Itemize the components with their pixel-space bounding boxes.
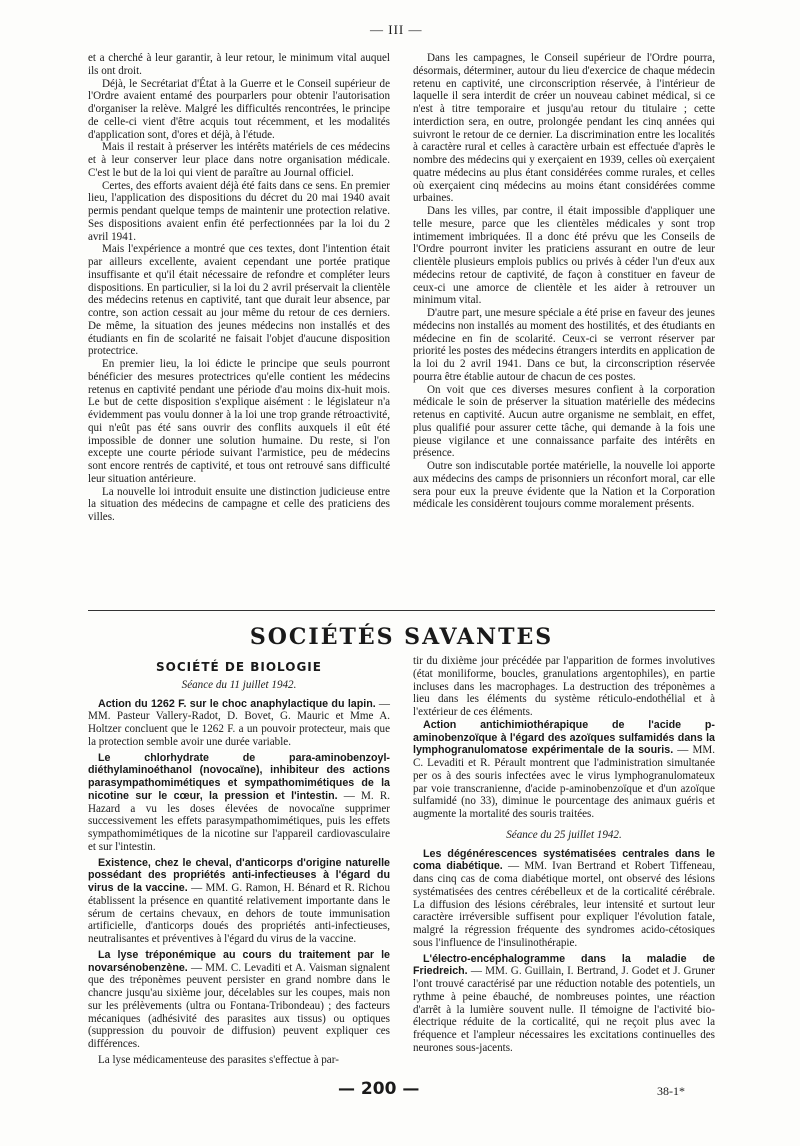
paragraph: Déjà, le Secrétariat d'État à la Guerre et le Conseil supérieur de l'Ordre avaient entamé des pourparlers pour obtenir l'autorisation d'organiser la relève. Malgré les difficultés rencontrées, le principe de celle-ci vient d'être acquis tout récemment, et les modalités d'application sont, d'ores et déjà, à l'étude.	[88, 77, 390, 141]
paragraph: Mais l'expérience a montré que ces textes, dont l'intention était par ailleurs excellente, avaient cependant une portée pratique insuffisante et qu'il était nécessaire de refondre et compléter leurs dispositions. En particulier, si la loi du 2 avril préservait la clientèle des médecins retenus en captivité, tant que durait leur absence, par contre, son action cessait au jour même du retour de ces derniers. De même, la situation des jeunes médecins non installés et des étudiants en fin de scolarité ne faisait l'objet d'aucune disposition protectrice.	[88, 243, 390, 358]
paragraph: En premier lieu, la loi édicte le principe que seuls pourront bénéficier des mesures protectrices qu'elle contient les médecins retenus en captivité pendant une période d'au moins dix-huit mois. Le but de cette disposition s'explique aisément : le législateur n'a évidemment pas voulu donner à la loi une trop grande rétroactivité, qui n'eût pas été sans ouvrir des conflits auxquels il eût été impossible de donner une solution humaine. Du reste, si l'on excepte une courte période suivant l'armistice, peu de médecins sont encore rentrés de captivité, et tous ont retrouvé sans difficulté leur situation antérieure.	[88, 358, 390, 485]
report-text: — MM. Pasteur Vallery-Radot, D. Bovet, G. Mauric et Mme A. Holtzer concluent que le 1262 F. a un pouvoir protecteur, mais que la protection semble avoir une durée variable.	[88, 697, 390, 748]
paragraph: et a cherché à leur garantir, à leur retour, le minimum vital auquel ils ont droit.	[88, 52, 390, 77]
paragraph: On voit que ces diverses mesures confient à la corporation médicale le soin de préserver la situation matérielle des médecins retenus en captivité. Aucun autre organisme ne semblait, en effet, plus qualifié pour assurer cette tâche, qui demande à la fois une pieuse vigilance et une connaissance parfaite des intérêts en présence.	[413, 383, 715, 460]
report-entry	[413, 848, 715, 950]
report-heading: Action du 1262 F. sur le choc anaphylactique du lapin.	[98, 697, 376, 710]
session-date: Séance du 25 juillet 1942.	[506, 828, 622, 841]
paragraph: Dans les villes, par contre, il était impossible d'appliquer une telle mesure, parce que les clientèles médicales y sont trop intimement imbriquées. Il a donc été prévu que les Conseils de l'Ordre pourront inviter les praticiens assurant en outre de leur clientèle plusieurs emplois publics ou privés à céder l'un d'eux aux médecins retour de captivité, de façon à constituer en faveur de ceux-ci une amorce de clientèle et les aider à retrouver un minimum vital.	[413, 205, 715, 307]
report-entry	[413, 953, 715, 1055]
article-column-right	[413, 52, 715, 511]
page-folio: — III —	[370, 22, 423, 37]
report-text: — MM. C. Levaditi et A. Vaisman signalent que des tréponèmes peuvent persister en grand nombre dans le chancre jusqu'au sixième jour, décelables sur les coupes, mais non sur les prélèvements (ultra ou Fontana-Tribondeau) ; des facteurs mécaniques (adhésivité des parasites aux tissus) ou optiques (suppression du pouvoir de diffusion) peuvent expliquer ces différences.	[88, 961, 390, 1050]
report-entry	[88, 752, 390, 854]
report-entry	[88, 949, 390, 1051]
paragraph: Dans les campagnes, le Conseil supérieur de l'Ordre pourra, désormais, déterminer, autour du lieu d'exercice de chaque médecin retenu en captivité, une circonscription réservée, à l'intérieur de laquelle il sera interdit de créer un nouveau cabinet médical, si ce n'est à titre temporaire et jusqu'au retour du titulaire ; cette interdiction sera, en outre, prolongée pendant les cinq années qui suivront le retour de ce dernier. La discrimination entre les localités à caractère rural et celles à caractère urbain est effectuée d'après le nombre des médecins qui y exerçaient en 1939, celles où exerçaient quatre médecins au plus étant considérées comme rurales, et celles où exerçaient cinq médecins au moins étant considérées comme urbaines.	[413, 52, 715, 205]
report-continuation: tir du dixième jour précédée par l'apparition de formes involutives (état moniliforme, boucles, granulations argentophiles), en partie incluses dans les macrophages. La destruction des tréponèmes a lieu dans les éléments du système réticulo-endothélial et à l'extérieur de ces éléments.	[413, 655, 715, 718]
report-heading: Action antichimiothérapique de l'acide p-aminobenzoïque à l'égard des azoïques sulfamidés dans la lymphogranulomatose expérimentale de la souris.	[413, 718, 715, 757]
report-heading: Les dégénérescences systématisées centrales dans le coma diabétique.	[413, 847, 715, 873]
report-heading: Existence, chez le cheval, d'anticorps d'origine naturelle possédant des propriétés anti-infectieuses à l'égard du virus de la vaccine.	[88, 856, 390, 894]
society-column-right	[413, 655, 715, 1058]
report-text: — MM. Ivan Bertrand et Robert Tiffeneau, dans cinq cas de coma diabétique mortel, ont observé des lésions systématisées des centres cérébelleux et de la corticalité cérébrale. La diffusion des lésions cérébrales, leur intensité et surtout leur caractère irréversible suffisent pour expliquer l'évolution fatale, malgré la régression fréquente des syndromes acido-cétosiques sous l'influence de l'insulinothérapie.	[413, 860, 715, 949]
society-name: SOCIÉTÉ DE BIOLOGIE	[156, 660, 322, 674]
report-entry	[88, 1054, 390, 1067]
report-entry	[88, 698, 390, 749]
report-heading: La lyse tréponémique au cours du traitement par le novarsénobenzène.	[88, 948, 390, 974]
report-text: — MM. C. Levaditi et R. Pérault montrent que l'administration simultanée per os à des souris infectées avec le virus lymphogranulomateux par voie transcranienne, d'acide p-aminobenzoïque et d'un azoïque sulfamidé (no 33), diminue le pourcentage des animaux guéris et augmente la mortalité des souris traitées.	[413, 744, 716, 820]
society-column-left	[88, 661, 390, 1070]
report-text: La lyse médicamenteuse des parasites s'effectue à par-	[98, 1053, 339, 1066]
paragraph: D'autre part, une mesure spéciale a été prise en faveur des jeunes médecins non installés au moment des hostilités, et des étudiants en médecine en fin de scolarité. Ceux-ci se verront réserver par priorité les postes des médecins étrangers interdits en application de la loi du 2 avril 1941. Dans ce but, la circonscription réservée pourra être établie autour de chacun de ces postes.	[413, 307, 715, 383]
session-date: Séance du 11 juillet 1942.	[181, 678, 297, 691]
paragraph: Mais il restait à préserver les intérêts matériels de ces médecins et à leur conserver leur place dans notre organisation médicale. C'est le but de la loi qui vient de paraître au Journal officiel.	[88, 141, 390, 179]
paragraph: Certes, des efforts avaient déjà été faits dans ce sens. En premier lieu, l'application des dispositions du décret du 20 mai 1940 avait permis pendant quelque temps de maintenir une protection relative. Ses dispositions avaient enfin été perfectionnées par la loi du 2 avril 1941.	[88, 179, 390, 243]
article-column-left	[88, 52, 390, 524]
section-title: SOCIÉTÉS SAVANTES	[249, 624, 554, 650]
report-text: — MM. G. Guillain, I. Bertrand, J. Godet et J. Gruner l'ont trouvé caractérisé par une réduction notable des potentiels, un rythme à peine ébauché, de nombreuses pointes, une réaction d'arrêt à la lumière souvent nulle. Il témoigne de l'activité bio-électrique réduite de la corticalité, qui ne reçoit plus avec la fréquence et l'ampleur nécessaires les excitations continuelles des neurones sous-jacents.	[413, 965, 715, 1054]
report-entry	[88, 857, 390, 946]
section-divider	[88, 610, 715, 611]
report-heading: Le chlorhydrate de para-aminobenzoyl-diéthylaminoéthanol (novocaïne), inhibiteur des actions parasympathomimétiques et sympathomimétiques de la nicotine sur le cœur, la pression et l'intestin.	[88, 751, 390, 802]
report-text: — MM. G. Ramon, H. Bénard et R. Richou établissent la présence en quantité relativement importante dans le sérum de certains chevaux, en dehors de toute immunisation artificielle, d'anticorps doués des propriétés anti-infectieuses, neutralisantes et préventives à l'égard du virus de la vaccine.	[88, 882, 390, 945]
report-heading: L'électro-encéphalogramme dans la maladie de Friedreich.	[413, 952, 715, 978]
page-number: — 200 —	[338, 1079, 420, 1099]
paragraph: La nouvelle loi introduit ensuite une distinction judicieuse entre la situation des médecins de campagne et celle des praticiens des villes.	[88, 485, 390, 523]
report-entry	[413, 719, 715, 821]
report-text: — M. R. Hazard a vu les doses élevées de novocaïne supprimer successivement les effets parasympathomimétiques, puis les effets sympathomimétiques de la nicotine sur l'appareil cardiovasculaire et sur l'intestin.	[88, 789, 391, 853]
paragraph: Outre son indiscutable portée matérielle, la nouvelle loi apporte aux médecins des camps de prisonniers un réconfort moral, car elle sera pour eux la preuve évidente que la Nation et la Corporation médicale les considèrent toujours comme moralement présents.	[413, 460, 715, 511]
printer-signature: 38-1*	[657, 1084, 685, 1098]
